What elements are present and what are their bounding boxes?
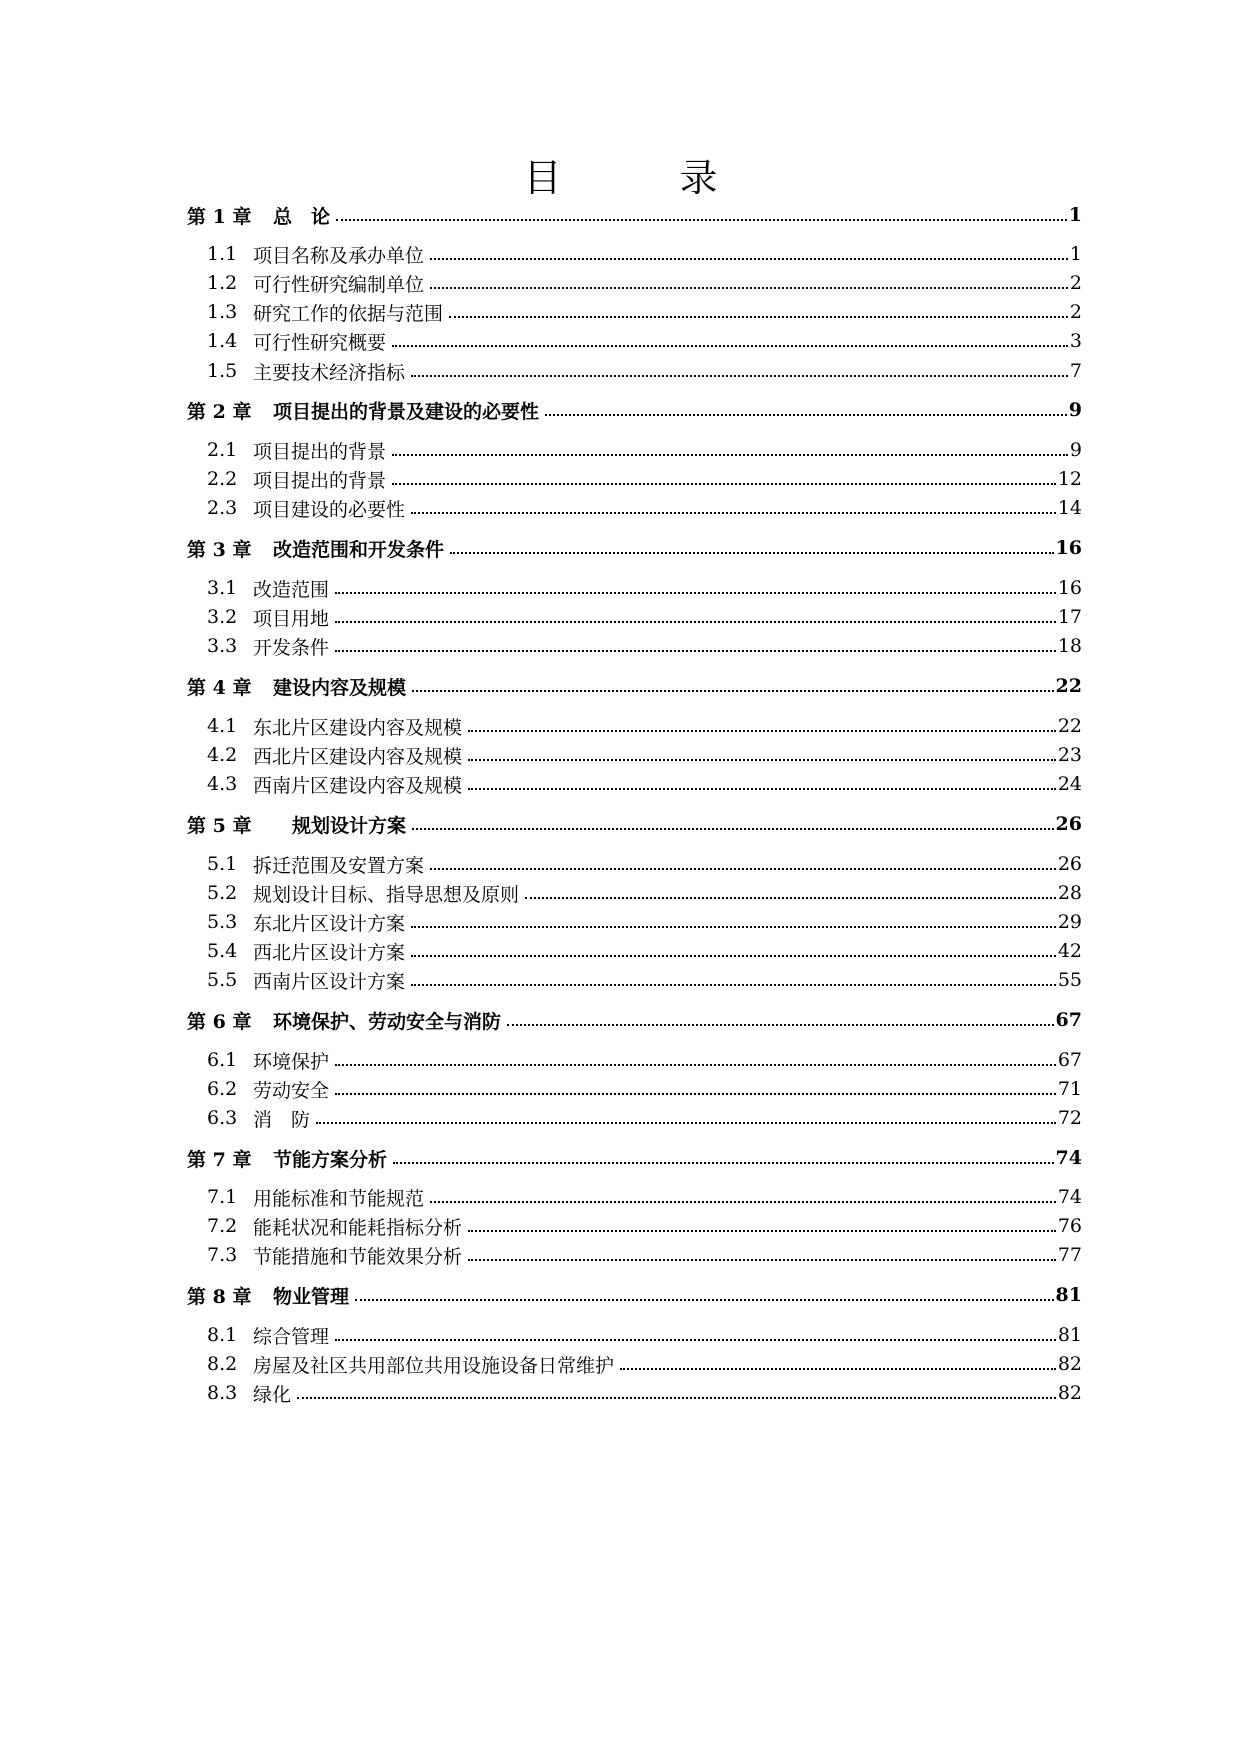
toc-chapter-row[interactable] [0, 1143, 1241, 1173]
toc-entry-title: 可行性研究编制单位 [253, 273, 425, 296]
dot-leader [335, 650, 1056, 652]
toc-entry-number: 1.1 [207, 243, 238, 265]
toc-entry-title: 项目提出的背景 [253, 440, 387, 463]
dot-leader [392, 454, 1068, 456]
toc-entry-number: 第 7 章 [187, 1148, 252, 1171]
toc-entry-title: 能耗状况和能耗指标分析 [253, 1216, 463, 1239]
toc-entry-page: 17 [1057, 606, 1082, 628]
toc-entry-title: 项目名称及承办单位 [253, 244, 425, 267]
toc-entry-page: 77 [1057, 1244, 1082, 1266]
toc-section-row[interactable] [0, 849, 1241, 879]
toc-entry-title: 东北片区设计方案 [253, 912, 406, 935]
toc-entry-title: 综合管理 [253, 1325, 330, 1348]
dot-leader [450, 552, 1054, 554]
toc-chapter-row[interactable] [0, 200, 1241, 230]
dot-leader [335, 592, 1056, 594]
toc-entry-number: 第 6 章 [187, 1010, 252, 1033]
toc-entry-number: 7.3 [207, 1244, 238, 1266]
toc-entry-page: 67 [1055, 1009, 1082, 1031]
toc-entry-number: 6.2 [207, 1078, 238, 1100]
toc-section-row[interactable] [0, 435, 1241, 465]
toc-entry-number: 6.1 [207, 1049, 238, 1071]
toc-entry-title: 西北片区设计方案 [253, 941, 406, 964]
dot-leader [335, 1339, 1056, 1341]
dot-leader [297, 1397, 1056, 1399]
toc-entry-title: 改造范围 [253, 578, 330, 601]
toc-entry-number: 7.2 [207, 1215, 238, 1237]
dot-leader [412, 690, 1054, 692]
toc-entry-title: 物业管理 [273, 1285, 350, 1308]
toc-entry-page: 55 [1057, 969, 1082, 991]
toc-entry-page: 22 [1055, 675, 1082, 697]
toc-section-row[interactable] [0, 1182, 1241, 1212]
toc-entry-page: 1 [1069, 243, 1082, 265]
dot-leader [412, 828, 1054, 830]
toc-section-row[interactable] [0, 711, 1241, 741]
toc-entry-number: 第 1 章 [187, 205, 252, 228]
toc-entry-title: 节能方案分析 [273, 1148, 388, 1171]
toc-title: 目 录 [523, 156, 758, 200]
toc-entry-page: 82 [1057, 1382, 1082, 1404]
toc-entry-number: 4.3 [207, 773, 238, 795]
dot-leader [411, 926, 1056, 928]
dot-leader [335, 1093, 1056, 1095]
toc-entry-number: 1.5 [207, 360, 238, 382]
toc-entry-page: 3 [1069, 330, 1082, 352]
dot-leader [468, 1230, 1056, 1232]
toc-section-row[interactable] [0, 936, 1241, 966]
toc-entry-page: 42 [1057, 940, 1082, 962]
dot-leader [335, 1064, 1056, 1066]
toc-entry-number: 7.1 [207, 1186, 238, 1208]
toc-entry-number: 5.1 [207, 853, 238, 875]
toc-entry-page: 26 [1057, 853, 1082, 875]
toc-entry-page: 81 [1055, 1284, 1082, 1306]
dot-leader [411, 984, 1056, 986]
toc-entry-number: 3.2 [207, 606, 238, 628]
dot-leader [620, 1368, 1056, 1370]
toc-entry-title: 房屋及社区共用部位共用设施设备日常维护 [253, 1354, 615, 1377]
toc-section-row[interactable] [0, 297, 1241, 327]
dot-leader [449, 316, 1068, 318]
toc-section-row[interactable] [0, 602, 1241, 632]
toc-entry-title: 规划设计方案 [273, 814, 407, 837]
toc-entry-page: 22 [1057, 715, 1082, 737]
toc-entry-number: 第 3 章 [187, 538, 252, 561]
toc-entry-title: 项目建设的必要性 [253, 498, 406, 521]
dot-leader [335, 621, 1056, 623]
toc-section-row[interactable] [0, 1378, 1241, 1408]
toc-entry-number: 5.3 [207, 911, 238, 933]
dot-leader [468, 730, 1056, 732]
toc-entry-title: 环境保护、劳动安全与消防 [273, 1010, 502, 1033]
toc-section-row[interactable] [0, 1240, 1241, 1270]
toc-entry-page: 2 [1069, 301, 1082, 323]
toc-entry-page: 76 [1057, 1215, 1082, 1237]
toc-entry-page: 82 [1057, 1353, 1082, 1375]
toc-entry-number: 4.2 [207, 744, 238, 766]
toc-entry-page: 74 [1055, 1147, 1082, 1169]
toc-section-row[interactable] [0, 631, 1241, 661]
toc-entry-title: 改造范围和开发条件 [273, 538, 445, 561]
dot-leader [507, 1024, 1054, 1026]
toc-entry-page: 26 [1055, 813, 1082, 835]
toc-entry-title: 主要技术经济指标 [253, 361, 406, 384]
dot-leader [411, 955, 1056, 957]
dot-leader [525, 897, 1056, 899]
dot-leader [392, 483, 1056, 485]
dot-leader [393, 1162, 1054, 1164]
toc-entry-number: 第 2 章 [187, 400, 252, 423]
toc-entry-number: 8.1 [207, 1324, 238, 1346]
toc-entry-number: 第 4 章 [187, 676, 252, 699]
toc-entry-page: 12 [1057, 468, 1082, 490]
toc-section-row[interactable] [0, 464, 1241, 494]
toc-section-row[interactable] [0, 1074, 1241, 1104]
toc-section-row[interactable] [0, 239, 1241, 269]
toc-entry-number: 6.3 [207, 1107, 238, 1129]
toc-entry-page: 28 [1057, 882, 1082, 904]
toc-entry-title: 规划设计目标、指导思想及原则 [253, 883, 520, 906]
toc-entry-title: 消 防 [253, 1108, 311, 1131]
toc-entry-number: 5.4 [207, 940, 238, 962]
toc-chapter-row[interactable] [0, 1280, 1241, 1310]
toc-section-row[interactable] [0, 878, 1241, 908]
toc-entry-number: 2.2 [207, 468, 238, 490]
toc-entry-number: 5.5 [207, 969, 238, 991]
toc-entry-page: 71 [1057, 1078, 1082, 1100]
toc-entry-title: 劳动安全 [253, 1079, 330, 1102]
toc-entry-number: 第 5 章 [187, 814, 252, 837]
toc-section-row[interactable] [0, 1045, 1241, 1075]
toc-chapter-row[interactable] [0, 395, 1241, 425]
toc-entry-title: 开发条件 [253, 636, 330, 659]
toc-section-row[interactable] [0, 1320, 1241, 1350]
toc-entry-page: 16 [1055, 537, 1082, 559]
toc-entry-title: 西北片区建设内容及规模 [253, 745, 463, 768]
toc-entry-page: 9 [1069, 439, 1082, 461]
dot-leader [545, 414, 1067, 416]
toc-section-row[interactable] [0, 1349, 1241, 1379]
toc-entry-title: 环境保护 [253, 1050, 330, 1073]
toc-entry-page: 81 [1057, 1324, 1082, 1346]
toc-entry-number: 第 8 章 [187, 1285, 252, 1308]
toc-section-row[interactable] [0, 1211, 1241, 1241]
toc-entry-number: 8.2 [207, 1353, 238, 1375]
dot-leader [468, 788, 1056, 790]
toc-chapter-row[interactable] [0, 809, 1241, 839]
toc-section-row[interactable] [0, 740, 1241, 770]
dot-leader [411, 375, 1068, 377]
dot-leader [430, 1201, 1056, 1203]
dot-leader [336, 219, 1067, 221]
toc-entry-title: 西南片区设计方案 [253, 970, 406, 993]
toc-entry-number: 5.2 [207, 882, 238, 904]
toc-entry-number: 3.3 [207, 635, 238, 657]
toc-entry-number: 3.1 [207, 577, 238, 599]
toc-entry-title: 西南片区建设内容及规模 [253, 774, 463, 797]
dot-leader [468, 759, 1056, 761]
dot-leader [430, 258, 1068, 260]
toc-entry-title: 总 论 [273, 205, 331, 228]
toc-entry-page: 16 [1057, 577, 1082, 599]
toc-chapter-row[interactable] [0, 671, 1241, 701]
toc-entry-page: 9 [1068, 399, 1082, 421]
toc-entry-page: 2 [1069, 272, 1082, 294]
toc-entry-title: 项目用地 [253, 607, 330, 630]
dot-leader [411, 512, 1056, 514]
toc-chapter-row[interactable] [0, 533, 1241, 563]
toc-entry-title: 拆迁范围及安置方案 [253, 854, 425, 877]
toc-entry-page: 18 [1057, 635, 1082, 657]
dot-leader [430, 868, 1056, 870]
toc-section-row[interactable] [0, 573, 1241, 603]
toc-entry-page: 29 [1057, 911, 1082, 933]
toc-entry-number: 1.2 [207, 272, 238, 294]
toc-entry-page: 72 [1057, 1107, 1082, 1129]
dot-leader [430, 287, 1068, 289]
toc-entry-number: 2.1 [207, 439, 238, 461]
toc-section-row[interactable] [0, 268, 1241, 298]
toc-section-row[interactable] [0, 907, 1241, 937]
toc-entry-page: 23 [1057, 744, 1082, 766]
toc-entry-page: 14 [1057, 497, 1082, 519]
toc-entry-page: 7 [1069, 360, 1082, 382]
dot-leader [392, 345, 1068, 347]
toc-entry-page: 67 [1057, 1049, 1082, 1071]
dot-leader [468, 1259, 1056, 1261]
toc-entry-number: 4.1 [207, 715, 238, 737]
toc-section-row[interactable] [0, 493, 1241, 523]
dot-leader [355, 1299, 1054, 1301]
toc-entry-title: 研究工作的依据与范围 [253, 302, 444, 325]
toc-entry-number: 1.4 [207, 330, 238, 352]
toc-entry-title: 绿化 [253, 1383, 292, 1406]
toc-entry-title: 建设内容及规模 [273, 676, 407, 699]
toc-entry-title: 东北片区建设内容及规模 [253, 716, 463, 739]
toc-entry-title: 用能标准和节能规范 [253, 1187, 425, 1210]
toc-entry-page: 1 [1068, 204, 1082, 226]
toc-section-row[interactable] [0, 326, 1241, 356]
toc-entry-title: 项目提出的背景及建设的必要性 [273, 400, 540, 423]
toc-section-row[interactable] [0, 769, 1241, 799]
toc-chapter-row[interactable] [0, 1005, 1241, 1035]
toc-section-row[interactable] [0, 356, 1241, 386]
toc-entry-page: 74 [1057, 1186, 1082, 1208]
toc-entry-title: 节能措施和节能效果分析 [253, 1245, 463, 1268]
toc-entry-title: 项目提出的背景 [253, 469, 387, 492]
toc-entry-number: 2.3 [207, 497, 238, 519]
toc-section-row[interactable] [0, 1103, 1241, 1133]
toc-entry-number: 8.3 [207, 1382, 238, 1404]
dot-leader [316, 1122, 1056, 1124]
toc-section-row[interactable] [0, 965, 1241, 995]
toc-entry-page: 24 [1057, 773, 1082, 795]
toc-entry-title: 可行性研究概要 [253, 331, 387, 354]
toc-entry-number: 1.3 [207, 301, 238, 323]
